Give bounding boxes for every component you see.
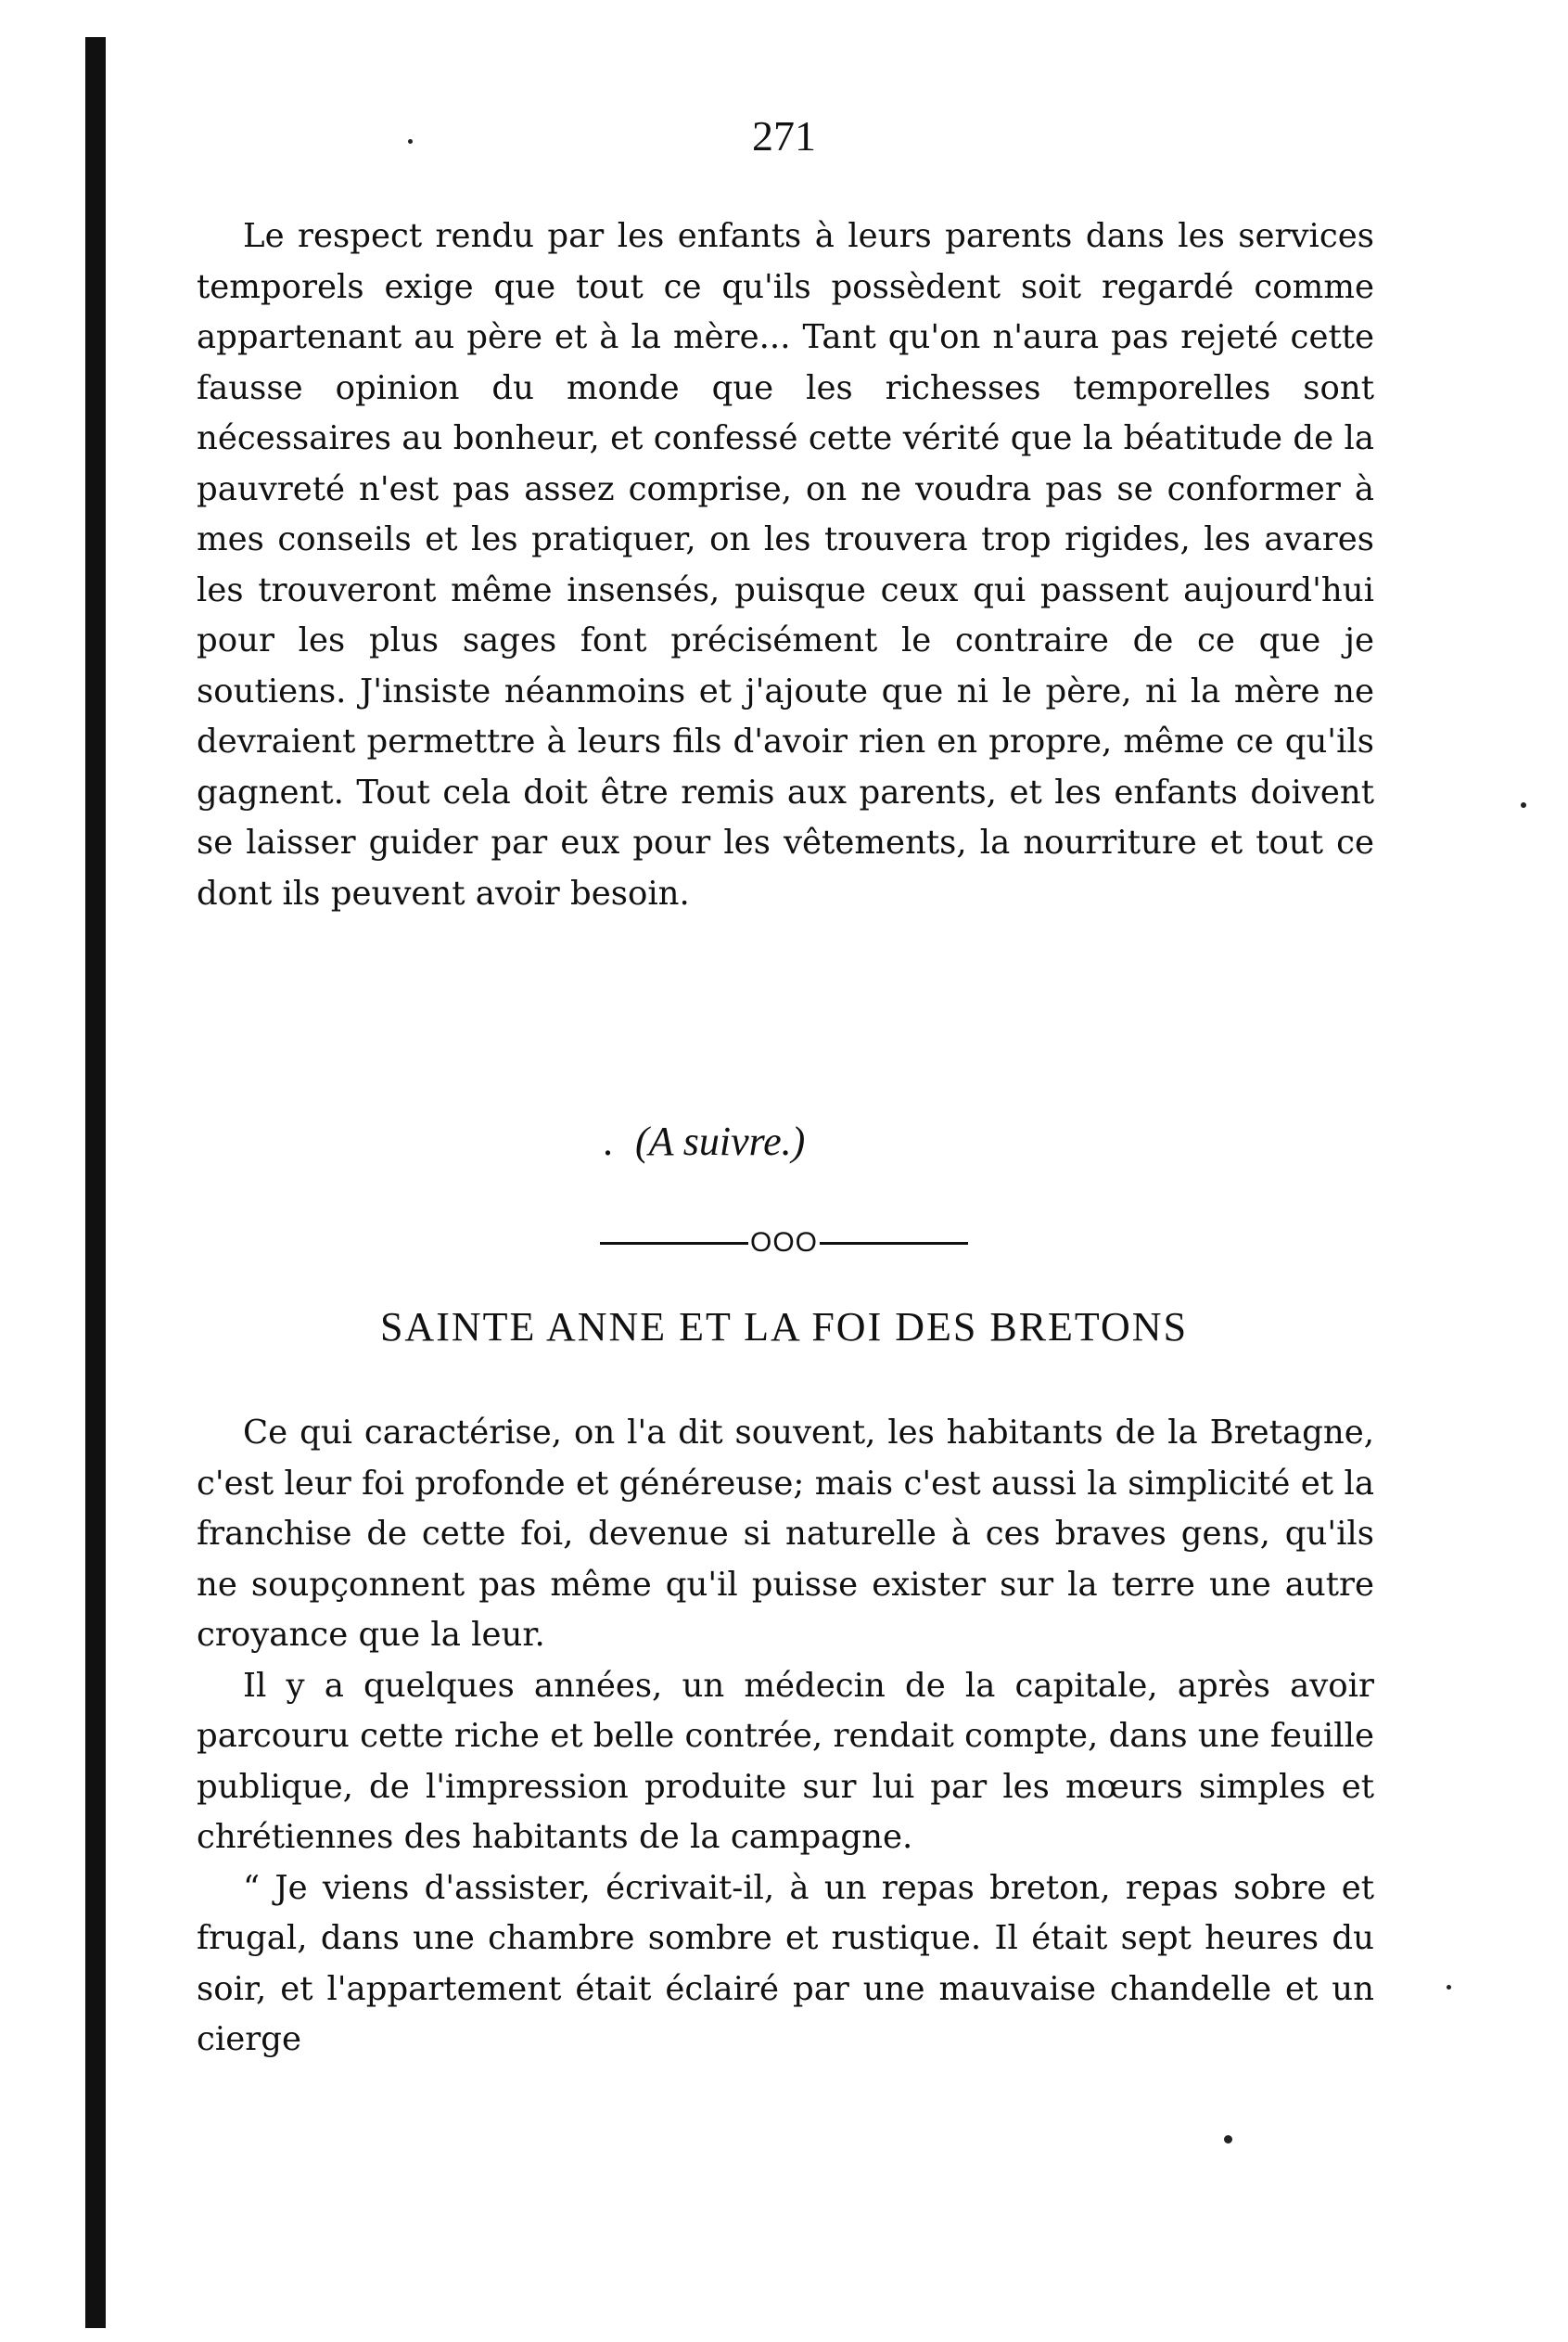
- page-number: 271: [752, 112, 816, 160]
- to-follow-label: (A suivre.): [635, 1119, 806, 1164]
- section-separator: [0, 1224, 1568, 1261]
- print-speck: [408, 139, 413, 144]
- section-title: SAINTE ANNE ET LA FOI DES BRETONS: [379, 1304, 1189, 1350]
- paragraph: Le respect rendu par les enfants à leurs parents dans les services temporels exige que tout ce qu'ils possèdent soit regardé comme appartenant au père et à la mère... Tant qu'on n'aura pas rejeté cette fausse opinion du monde que les richesses temporelles sont nécessaires au bonheur, et confessé cette vérité que la béatitude de la pauvreté n'est pas assez comprise, on ne voudra pas se conformer à mes conseils et les pratiquer, on les trouvera trop rigides, les avares les trouveront même insensés, puisque ceux qui passent aujourd'hui pour les plus sages font précisément le contraire de ce que je soutiens. J'insiste néanmoins et j'ajoute que ni le père, ni la mère ne devraient permettre à leurs fils d'avoir rien en propre, même ce qu'ils gagnent. Tout cela doit être remis aux parents, et les enfants doivent se laisser guider par eux pour les vêtements, la nourriture et tout ce dont ils peuvent avoir besoin.: [197, 217, 1374, 913]
- binding-edge: [85, 37, 106, 2328]
- print-speck: [1224, 2135, 1232, 2144]
- separator-mark: OOO: [749, 1227, 818, 1258]
- print-speck: [1521, 802, 1526, 808]
- to-follow-note: [603, 1118, 805, 1165]
- print-speck: [1447, 1985, 1451, 1990]
- paragraph: “ Je viens d'assister, écrivait-il, à un repas breton, repas sobre et frugal, dans une chambre sombre et rustique. Il était sept heures du soir, et l'appartement était éclairé par une mauvaise chandelle et un cierge: [197, 1868, 1374, 2058]
- section-text-block: [197, 1408, 1374, 2066]
- continued-text-block: [197, 211, 1374, 919]
- to-follow-dot: .: [603, 1119, 613, 1164]
- paragraph: Il y a quelques années, un médecin de la capitale, après avoir parcouru cette riche et belle contrée, rendait compte, dans une feuille publique, de l'impression produite sur lui par les mœurs simples et chrétiennes des habitants de la campagne.: [197, 1666, 1374, 1856]
- separator-rule-left: [600, 1242, 748, 1245]
- separator-rule-right: [820, 1242, 968, 1245]
- paragraph: Ce qui caractérise, on l'a dit souvent, les habitants de la Bretagne, c'est leur foi profonde et généreuse; mais c'est aussi la simplicité et la franchise de cette foi, devenue si naturelle à ces braves gens, qu'ils ne soupçonnent pas même qu'il puisse exister sur la terre une autre croyance que la leur.: [197, 1414, 1374, 1654]
